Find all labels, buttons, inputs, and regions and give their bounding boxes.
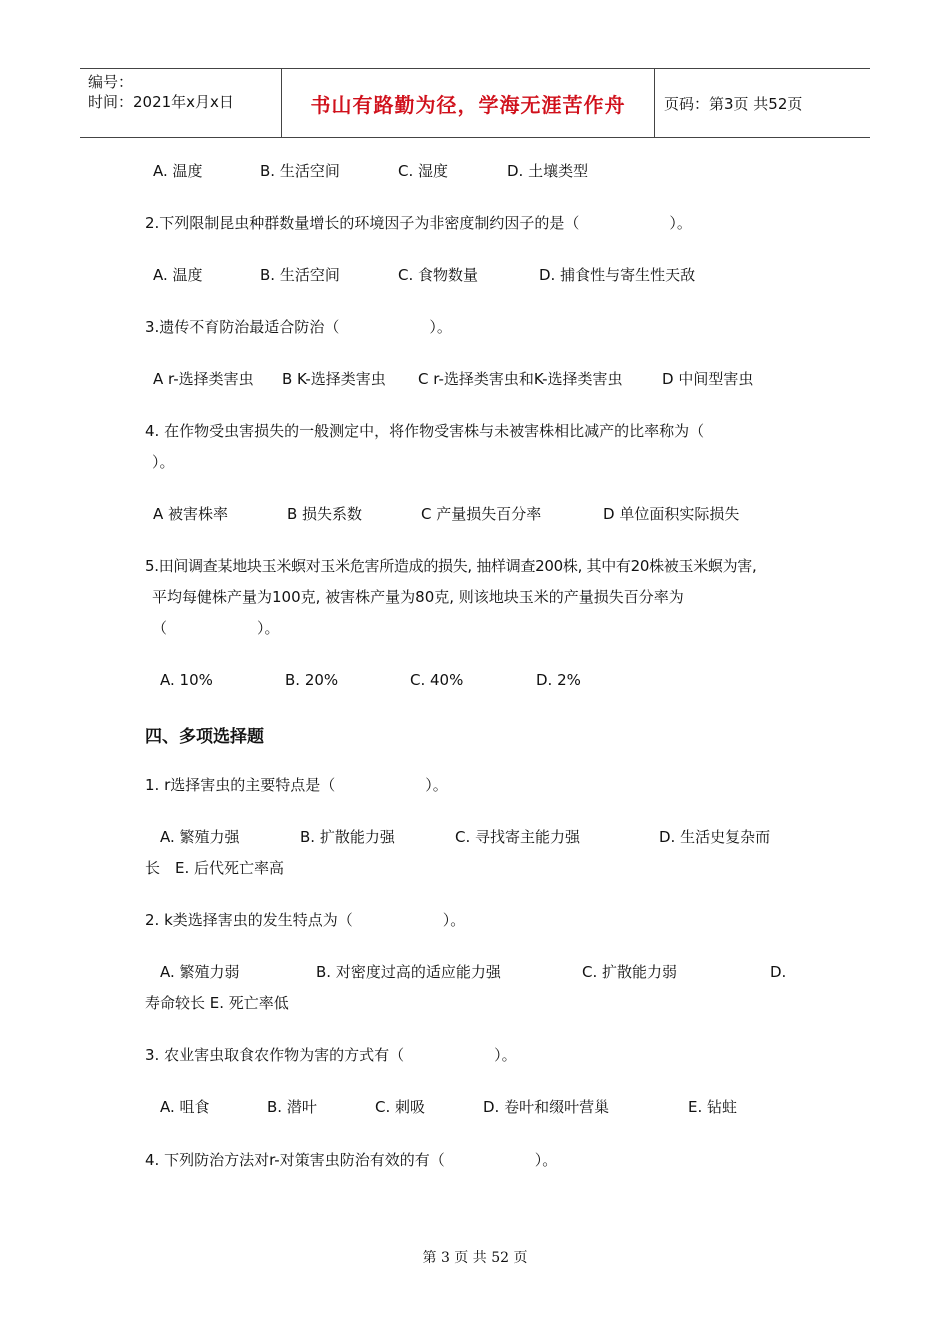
option-text: D. 捕食性与寄生性天敌 [539, 266, 696, 284]
option-text: B. 扩散能力强 [300, 828, 395, 846]
option-text: B. 对密度过高的适应能力强 [316, 963, 501, 981]
date-label: 时间：2021年x月x日 [88, 93, 234, 111]
header-left [88, 72, 234, 112]
option-text: 寿命较长 E. 死亡率低 [145, 994, 289, 1012]
option-text: D. 生活史复杂而 [659, 828, 771, 846]
option-text: B 损失系数 [287, 505, 363, 523]
option-text: C 产量损失百分率 [421, 505, 542, 523]
question-text: 5.田间调查某地块玉米螟对玉米危害所造成的损失, 抽样调查200株, 其中有20株被玉米螟为害, [145, 557, 757, 575]
option-text: C. 湿度 [398, 162, 449, 180]
option-text: C r-选择类害虫和K-选择类害虫 [418, 370, 623, 388]
option-text: E. 钻蛀 [688, 1098, 738, 1116]
question-text: （ ）。 [152, 619, 280, 637]
option-text: A. 温度 [153, 162, 203, 180]
question-text: 3.遗传不育防治最适合防治（ ）。 [145, 318, 452, 336]
option-text: C. 扩散能力弱 [582, 963, 678, 981]
option-text: A. 繁殖力弱 [160, 963, 240, 981]
option-text: A. 繁殖力强 [160, 828, 240, 846]
option-text: C. 寻找寄主能力强 [455, 828, 581, 846]
option-text: D. 土壤类型 [507, 162, 589, 180]
option-text: D. 卷叶和缀叶营巢 [483, 1098, 610, 1116]
page-header [80, 68, 870, 138]
header-divider [654, 69, 655, 137]
option-text: C. 刺吸 [375, 1098, 426, 1116]
option-text: A. 温度 [153, 266, 203, 284]
option-text: B. 20% [285, 671, 339, 689]
question-text: ）。 [152, 453, 175, 471]
option-text: 长 E. 后代死亡率高 [145, 859, 285, 877]
question-text: 平均每健株产量为100克, 被害株产量为80克, 则该地块玉米的产量损失百分率为 [152, 588, 684, 606]
option-text: C. 食物数量 [398, 266, 479, 284]
option-text: D 中间型害虫 [662, 370, 754, 388]
option-text: A. 咀食 [160, 1098, 210, 1116]
motto: 书山有路勤为径，学海无涯苦作舟 [310, 92, 626, 117]
question-text: 1. r选择害虫的主要特点是（ ）。 [145, 776, 448, 794]
option-text: C. 40% [410, 671, 464, 689]
option-text: B. 生活空间 [260, 162, 340, 180]
option-text: D 单位面积实际损失 [603, 505, 740, 523]
question-text: 4. 在作物受虫害损失的一般测定中，将作物受害株与未被害株相比减产的比率称为（ [145, 422, 705, 440]
question-text: 3. 农业害虫取食农作物为害的方式有（ ）。 [145, 1046, 517, 1064]
option-text: D. 2% [536, 671, 581, 689]
option-text: B K-选择类害虫 [282, 370, 386, 388]
option-text: B. 潜叶 [267, 1098, 317, 1116]
option-text: B. 生活空间 [260, 266, 340, 284]
question-text: 4. 下列防治方法对r-对策害虫防治有效的有（ ）。 [145, 1151, 558, 1169]
page-indicator: 页码：第3页 共52页 [664, 95, 803, 113]
question-text: 2. k类选择害虫的发生特点为（ ）。 [145, 911, 466, 929]
option-text: D. [770, 963, 787, 981]
page-footer: 第 3 页 共 52 页 [422, 1250, 528, 1266]
question-text: 2.下列限制昆虫种群数量增长的环境因子为非密度制约因子的是（ ）。 [145, 214, 692, 232]
option-text: A 被害株率 [153, 505, 229, 523]
option-text: A. 10% [160, 671, 213, 689]
section-title: 四、多项选择题 [145, 727, 264, 747]
option-text: A r-选择类害虫 [153, 370, 254, 388]
serial-label: 编号： [88, 73, 134, 91]
